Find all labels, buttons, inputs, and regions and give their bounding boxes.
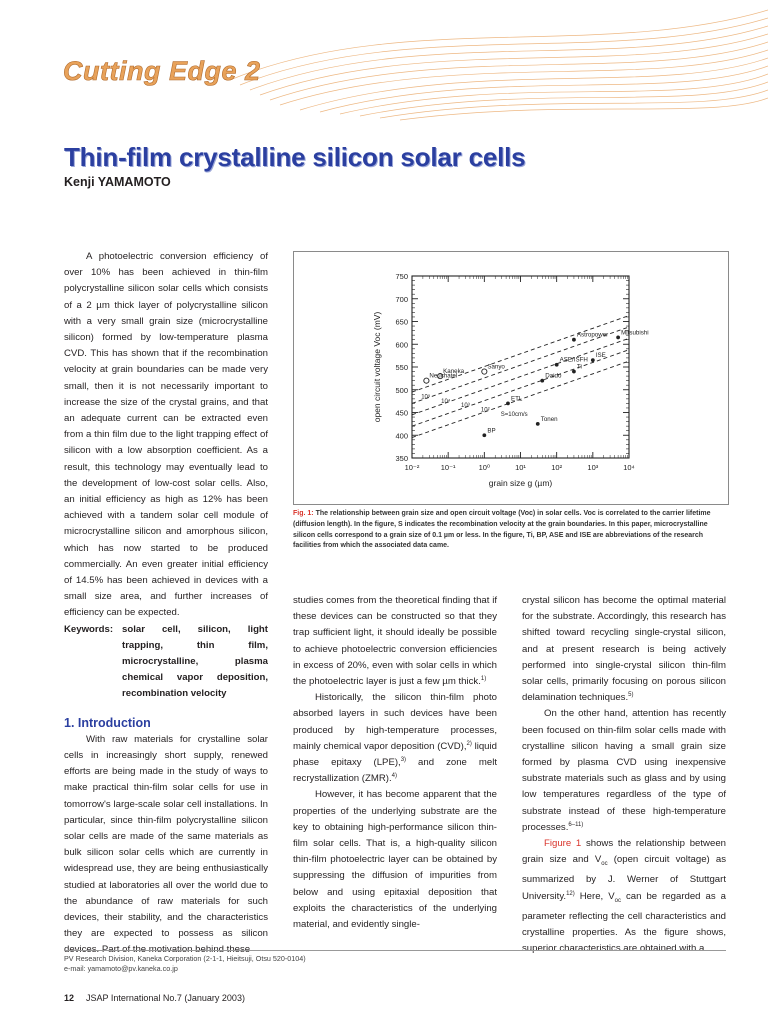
footer-affiliation <box>64 954 306 974</box>
data-point <box>572 370 576 374</box>
subscript: oc <box>601 861 608 868</box>
ref-sup: 3) <box>400 756 407 763</box>
section-heading-introduction: 1. Introduction <box>64 715 151 730</box>
affiliation-line: PV Research Division, Kaneka Corporation (2-1-1, Hieitsuji, Otsu 520-0104) <box>64 954 306 963</box>
y-tick-label: 550 <box>395 363 408 372</box>
data-point <box>540 379 544 383</box>
plot-frame <box>412 276 629 458</box>
column-3 <box>522 593 726 957</box>
x-axis-label: grain size g (µm) <box>488 478 553 488</box>
page-number: 12 <box>64 993 75 1003</box>
x-tick-label: 10³ <box>587 463 599 472</box>
abstract-paragraph: A photoelectric conversion efficiency of over 10% has been achieved in thin-film polycrystalline silicon solar cells which consists of a 2 µm thick layer of polycrystalline silicon with a very small grain size (microcrystalline silicon) formed by low-temperature plasma CVD. This has shown that if the recombination velocity at grain boundaries can be made very small, then it is not necessarily important to increase the size of the crystal grains, and that an adequate current can be extracted even from a thin film due to the light trapping effect of silicon with a low absorption coefficient. As a result, this technology may eventually lead to the development of low-cost solar cells. Also, an initial efficiency as high as 12% has been achieved with a tandem solar cell module of microcrystalline silicon and amorphous silicon, which has now started to be produced commercially. An even greater initial efficiency of 14.5% has been achieved in devices with a small size area, and further increases of efficiency can be expected. <box>64 251 268 619</box>
y-axis-label: open circuit voltage Voc (mV) <box>372 311 382 423</box>
data-point-label: Tonen <box>540 415 558 423</box>
data-point <box>555 363 559 367</box>
recombination-line-label: 10⁴ <box>441 398 451 405</box>
keywords-list: solar cell, silicon, light trapping, thin film, microcrystalline, plasma chemical vapor deposition, recombination velocity <box>122 623 268 700</box>
recombination-line-label: 10⁵ <box>421 394 431 401</box>
ref-sup: 2) <box>466 740 472 747</box>
col2-p2-text-a: Historically, the silicon thin-film photo absorbed layers in such devices have been produced by high-temperature processes, mainly chemical vapor deposition (CVD), <box>293 692 497 752</box>
y-tick-label: 750 <box>395 272 408 281</box>
ref-sup: 6–11) <box>568 821 584 828</box>
ref-sup: 12) <box>566 890 575 897</box>
keywords-block <box>64 622 268 703</box>
ref-sup: 1) <box>480 675 487 682</box>
data-point-label: Astropower <box>576 331 609 339</box>
col3-p3-text-b: (open circuit voltage) as summarized by J. Werner of Stuttgart University. <box>522 854 727 902</box>
col3-paragraph-3 <box>522 836 726 957</box>
col2-p2-text-c: and zone melt recrystallization (ZMR). <box>293 757 497 785</box>
col3-p3-text-c: Here, V <box>574 890 615 902</box>
data-point <box>591 358 595 362</box>
data-point-label: Kaneka <box>443 368 465 376</box>
x-tick-label: 10⁻¹ <box>440 463 456 472</box>
data-point-label: ISE <box>595 352 606 360</box>
data-point-label: ASE/ISFH <box>559 356 588 364</box>
recombination-line-label: S=10cm/s <box>500 411 528 418</box>
article-title: Thin-film crystalline silicon solar cells <box>64 142 526 172</box>
journal-citation: JSAP International No.7 (January 2003) <box>86 993 245 1003</box>
x-tick-label: 10⁻² <box>404 463 420 472</box>
data-point-label: ETL <box>510 395 523 403</box>
col2-paragraph-3: However, it has become apparent that the properties of the underlying substrate are the key to obtaining high-performance silicon thin-film solar cells. That is, a high-quality silicon thin-film photoelectric layer can be obtained by suppressing the diffusion of impurities from below and using epitaxial deposition that exploits the characteristics of the underlying material, and evidently single- <box>293 789 497 931</box>
figure-1-frame <box>293 251 729 505</box>
x-tick-label: 10¹ <box>515 463 526 472</box>
data-point-label: Neuchatel <box>429 372 458 380</box>
x-tick-label: 10² <box>551 463 563 472</box>
data-point <box>536 422 540 426</box>
data-point <box>506 402 510 406</box>
col3-p3-text-a: shows the relationship between grain size and V <box>522 838 726 866</box>
caption-text: The relationship between grain size and open circuit voltage (Voc) in solar cells. Voc is correlated to the carrier lifetime (diffusion length). In the figure, S indicates the recombination velocity at the grain boundaries. In this paper, microcrystalline silicon cells correspond to a grain size of 0.1 µm or less. In the figure, Ti, BP, ASE and ISE are abbreviations of the research facilities from which the associated data came. <box>293 510 711 550</box>
col2-p2-text-b: liquid phase epitaxy (LPE), <box>293 740 497 769</box>
col3-p2-text: On the other hand, attention has recently been focused on thin-film solar cells made with crystalline silicon having a small grain size formed by plasma CVD using inexpensive substrate materials such as glass and by using low temperatures regardless of the type of substrate instead of these high-temperature processes. <box>522 708 726 833</box>
recombination-line-label: 10² <box>480 407 490 414</box>
subscript: oc <box>614 897 621 904</box>
figure-reference-link[interactable]: Figure 1 <box>544 838 582 850</box>
y-tick-label: 500 <box>395 385 408 395</box>
ref-sup: 4) <box>391 773 397 780</box>
keywords-label: Keywords: <box>64 623 114 635</box>
col2-paragraph-2 <box>293 690 497 787</box>
ref-sup: 5) <box>628 692 634 699</box>
figure-1-caption <box>293 509 727 552</box>
column-1 <box>64 249 268 959</box>
col3-p1-text: crystal silicon has become the optimal material for the substrate. Accordingly, this research has shifted toward recycling single-crystal silicon, and at present research is being actively performed into single-crystal silicon thin-film solar cells, primarily focusing on porous silicon delamination techniques. <box>522 595 726 704</box>
col2-paragraph-1 <box>293 593 497 690</box>
data-point <box>572 338 576 342</box>
column-2 <box>293 593 497 933</box>
col3-paragraph-1 <box>522 593 726 706</box>
data-point <box>616 336 620 340</box>
col2-p1-text: studies comes from the theoretical finding that if these devices can be constructed so that they trap sufficient light, it should ideally be possible to achieve photoelectric conversion efficiencies in excess of 20%, even with solar cells in which the photoelectric layer is just a few µm thick. <box>293 595 497 688</box>
data-point <box>482 433 486 437</box>
data-point-label: Sanyo <box>487 363 505 371</box>
data-point-label: Daido <box>545 372 562 380</box>
footer-rule <box>64 950 726 951</box>
y-tick-label: 650 <box>395 317 408 327</box>
recombination-line-label: 10³ <box>461 403 470 410</box>
x-tick-label: 10⁰ <box>478 463 491 472</box>
data-point <box>482 369 487 374</box>
section-kicker: Cutting Edge 2 <box>63 56 261 86</box>
y-tick-label: 700 <box>395 294 408 304</box>
y-tick-label: 450 <box>395 408 408 418</box>
intro-paragraph: With raw materials for crystalline solar cells in increasingly short supply, renewed efforts are being made in the study of ways to make practical thin-film solar cells for use in tomorrow's large-scale solar cell installations. In particular, since thin-film polycrystalline silicon solar cells are made of the same materials as bulk silicon solar cells which are currently in widespread use, they are being enthusiastically studied at laboratories all over the world due to the abundance of raw materials for such devices, their stability, and the characteristics they are expected to possess as silicon devices. Part of the motivation behind these <box>64 733 268 956</box>
data-point-label: BP <box>487 427 496 435</box>
author-name: Kenji YAMAMOTO <box>64 175 171 189</box>
y-tick-label: 400 <box>395 431 408 441</box>
x-tick-label: 10⁴ <box>623 463 635 472</box>
caption-label: Fig. 1: <box>293 510 314 517</box>
col3-p3-text-d: can be regarded as a parameter reflecting the cell characteristics and crystalline properties. As the figure shows, superior characteristics are obtained with a <box>522 890 726 955</box>
col3-paragraph-2 <box>522 706 726 836</box>
data-point-label: Mitsubishi <box>621 329 649 337</box>
data-point <box>424 378 429 383</box>
y-tick-label: 600 <box>395 340 408 350</box>
page-footer <box>64 993 245 1003</box>
grain-size-voc-chart <box>294 252 728 504</box>
data-point-label: Ti <box>576 363 582 371</box>
email-line: e-mail: yamamoto@pv.kaneka.co.jp <box>64 964 178 973</box>
y-tick-label: 350 <box>395 454 408 463</box>
